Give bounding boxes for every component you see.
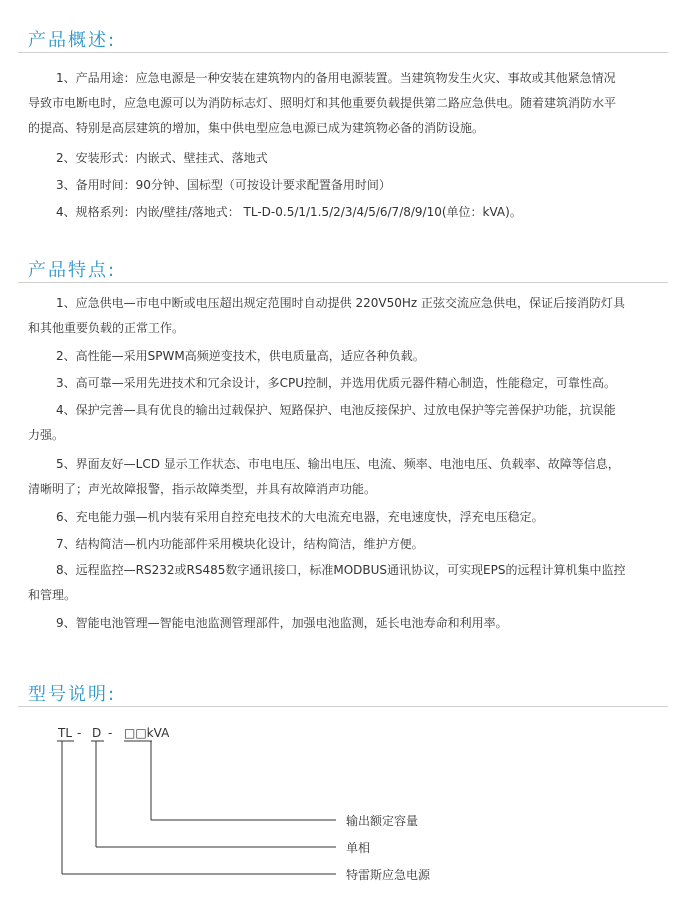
label-output-capacity: 输出额定容量 (346, 814, 419, 828)
feature-4-line-2: 力强。 (28, 428, 65, 442)
feature-1-line-1: 1、应急供电—市电中断或电压超出规定范围时自动提供 220V50Hz 正弦交流应急供电，保证后接消防灯具 (56, 296, 625, 310)
features-title: 产品特点: (28, 260, 117, 281)
overview-usage-line-3: 的提高、特别是高层建筑的增加，集中供电型应急电源已成为建筑物必备的消防设施。 (28, 121, 485, 135)
feature-8-line-1: 8、远程监控—RS232或RS485数字通讯接口，标准MODBUS通讯协议，可实现EPS的远程计算机集中监控 (56, 563, 626, 577)
feature-6-line-1: 6、充电能力强—机内装有采用自控充电技术的大电流充电器，充电速度快，浮充电压稳定。 (56, 510, 544, 524)
model-code-dash-2: - (108, 726, 113, 740)
model-code-capacity: □□kVA (124, 726, 170, 740)
overview-usage-line-1: 1、产品用途：应急电源是一种安装在建筑物内的备用电源装置。当建筑物发生火灾、事故或其他紧急情况 (56, 71, 616, 85)
feature-9-line-1: 9、智能电池管理—智能电池监测管理部件，加强电池监测，延长电池寿命和利用率。 (56, 616, 508, 630)
feature-2-line-1: 2、高性能—采用SPWM高频逆变技术，供电质量高，适应各种负载。 (56, 349, 425, 363)
overview-spec-series-text: 4、规格系列：内嵌/壁挂/落地式： TL-D-0.5/1/1.5/2/3/4/5/6/7/8/9/10(单位：kVA)。 (56, 205, 522, 219)
feature-5-line-1: 5、界面友好—LCD 显示工作状态、市电电压、输出电压、电流、频率、电池电压、负载率、故障等信息， (56, 457, 620, 471)
label-brand: 特雷斯应急电源 (346, 868, 431, 882)
model-title: 型号说明: (28, 684, 117, 705)
feature-8-line-2: 和管理。 (28, 588, 77, 602)
feature-1-line-2: 和其他重要负载的正常工作。 (28, 321, 185, 335)
feature-3-line-1: 3、高可靠—采用先进技术和冗余设计，多CPU控制，并选用优质元器件精心制造，性能稳定，可靠性高。 (56, 376, 617, 390)
overview-title: 产品概述: (28, 30, 117, 51)
label-single-phase: 单相 (346, 841, 371, 855)
feature-5-line-2: 清晰明了；声光故障报警，指示故障类型，并具有故障消声功能。 (28, 482, 377, 496)
overview-usage-line-2: 导致市电断电时，应急电源可以为消防标志灯、照明灯和其他重要负载提供第二路应急供电。随着建筑消防水平 (28, 96, 617, 110)
overview-install-type-text: 2、安装形式：内嵌式、壁挂式、落地式 (56, 151, 268, 165)
model-code-tl: TL (58, 726, 73, 740)
feature-7-line-1: 7、结构简洁—机内功能部件采用模块化设计，结构简洁，维护方便。 (56, 537, 424, 551)
model-code-d: D (92, 726, 102, 740)
feature-4-line-1: 4、保护完善—具有优良的输出过载保护、短路保护、电池反接保护、过放电保护等完善保护功能，抗误能 (56, 403, 616, 417)
overview-backup-time-text: 3、备用时间：90分钟、国标型（可按设计要求配置备用时间） (56, 178, 391, 192)
model-code-dash-1: - (77, 726, 82, 740)
